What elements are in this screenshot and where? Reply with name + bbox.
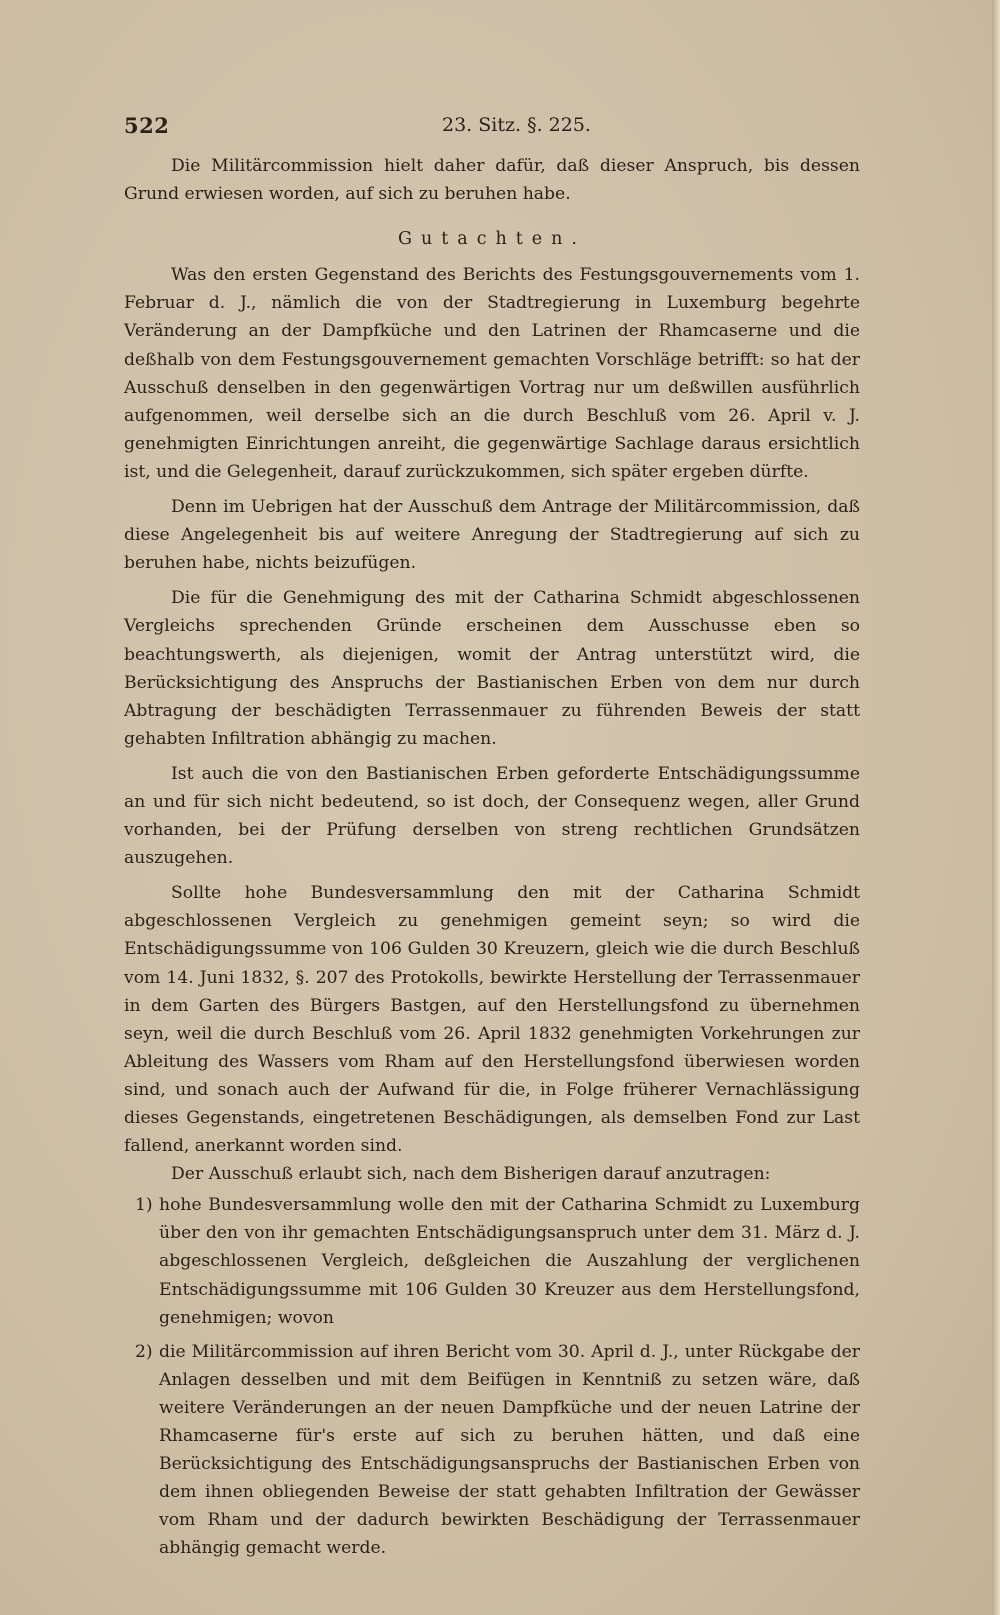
paragraph-3: Denn im Uebrigen hat der Ausschuß dem Antrage der Militärcommission, daß diese Angelegenheit bis auf weitere Anregung der Stadtregierung auf sich zu beruhen habe, nichts beizufügen. bbox=[124, 497, 860, 574]
paragraph-2: Was den ersten Gegenstand des Berichts des Festungsgouvernements vom 1. Februar d. J., nämlich die von der Stadtregierung in Luxemburg begehrte Veränderung an der Dampfküche und den Latrinen der Rhamcaserne und die deßhalb von dem Festungsgouvernement gemachten Vorschläge betrifft: so hat der Ausschuß denselben in den gegenwärtigen Vortrag nur um deßwillen ausführlich aufgenommen, weil derselbe sich an die durch Beschluß vom 26. April v. J. genehmigten Einrichtungen anreiht, die gegenwärtige Sachlage daraus ersichtlich ist, und die Gelegenheit, darauf zurückzukommen, sich später ergeben dürfte. bbox=[124, 265, 860, 482]
list-item-number: 2) bbox=[135, 1341, 153, 1362]
page-header bbox=[124, 113, 864, 143]
paragraph-4: Die für die Genehmigung des mit der Catharina Schmidt abgeschlossenen Vergleichs sprechenden Gründe erscheinen dem Ausschusse eben so beachtungswerth, als diejenigen, womit der Antrag unterstützt wird, die Berücksichtigung des Anspruchs der Bastianischen Erben von dem nur durch Abtragung der beschädigten Terrassenmauer zu führenden Beweis der statt gehabten Infiltration abhängig zu machen. bbox=[124, 588, 860, 749]
list-item-number: 1) bbox=[135, 1195, 153, 1216]
paragraph-1: Die Militärcommission hielt daher dafür, daß dieser Anspruch, bis dessen Grund erwiesen worden, auf sich zu beruhen habe. bbox=[124, 156, 860, 205]
page-edge bbox=[992, 0, 1000, 1615]
list-item bbox=[124, 1338, 860, 1563]
list-item bbox=[124, 1191, 860, 1331]
resolution-list bbox=[124, 1191, 860, 1562]
list-item-text: hohe Bundesversammlung wolle den mit der Catharina Schmidt zu Luxemburg über den von ihr gemachten Entschädigungsanspruch unter dem 31. März d. J. abgeschlossenen Vergleich, deßgleichen die Auszahlung der verglichenen Entschädigungssumme mit 106 Gulden 30 Kreuzer aus dem Herstellungsfond, genehmigen; wovon bbox=[159, 1195, 860, 1328]
running-head: 23. Sitz. §. 225. bbox=[442, 114, 591, 136]
paragraph-7: Der Ausschuß erlaubt sich, nach dem Bisherigen darauf anzutragen: bbox=[171, 1164, 771, 1185]
page-body bbox=[124, 152, 860, 1569]
page-number: 522 bbox=[124, 113, 170, 138]
paragraph-6: Sollte hohe Bundesversammlung den mit der Catharina Schmidt abgeschlossenen Vergleich zu genehmigen gemeint seyn; so wird die Entschädigungssumme von 106 Gulden 30 Kreuzern, gleich wie die durch Beschluß vom 14. Juni 1832, §. 207 des Protokolls, bewirkte Herstellung der Terrassenmauer in dem Garten des Bürgers Bastgen, auf den Herstellungsfond zu übernehmen seyn, weil die durch Beschluß vom 26. April 1832 genehmigten Vorkehrungen zur Ableitung des Wassers vom Rham auf den Herstellungsfond überwiesen worden sind, und sonach auch der Aufwand für die, in Folge früherer Vernachlässigung dieses Gegenstands, eingetretenen Beschädigungen, als demselben Fond zur Last fallend, anerkannt worden sind. bbox=[124, 883, 860, 1157]
paragraph-5: Ist auch die von den Bastianischen Erben geforderte Entschädigungssumme an und für sich nicht bedeutend, so ist doch, der Consequenz wegen, aller Grund vorhanden, bei der Prüfung derselben von streng rechtlichen Grundsätzen auszugehen. bbox=[124, 763, 860, 869]
section-heading: Gutachten. bbox=[397, 229, 586, 250]
list-item-text: die Militärcommission auf ihren Bericht vom 30. April d. J., unter Rückgabe der Anlagen desselben und mit dem Beifügen in Kenntniß zu setzen wäre, daß weitere Veränderungen an der neuen Dampfküche und der neuen Latrine der Rhamcaserne für's erste auf sich zu beruhen hätten, und daß eine Berücksichtigung des Entschädigungsanspruchs der Bastianischen Erben von dem ihnen obliegenden Beweise der statt gehabten Infiltration der Gewässer vom Rham und der dadurch bewirkten Beschädigung der Terrassenmauer abhängig gemacht werde. bbox=[159, 1341, 860, 1559]
